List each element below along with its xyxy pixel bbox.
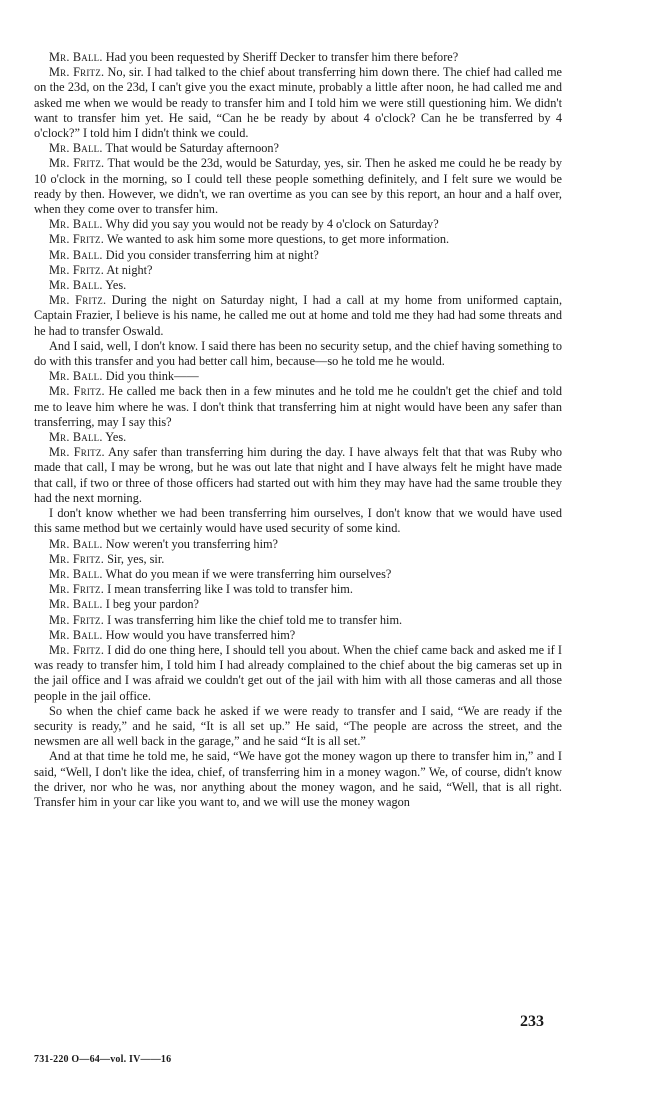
paragraph xyxy=(34,141,562,156)
paragraph xyxy=(34,552,562,567)
paragraph xyxy=(34,537,562,552)
paragraph-text: I did do one thing here, I should tell you about. When the chief came back and asked me if I was ready to transfer him, I told him I had already complained to the chief about the big cameras set up in the jail office and I was afraid we couldn't get out of the jail with him with all those cameras and all those people in the jail office. xyxy=(34,642,562,703)
speaker-label: Mr. Ball. xyxy=(49,597,103,612)
paragraph xyxy=(34,278,562,293)
speaker-label: Mr. Ball. xyxy=(49,369,103,384)
paragraph xyxy=(34,704,562,750)
speaker-label: Mr. Fritz. xyxy=(49,642,105,657)
paragraph-text: Now weren't you transferring him? xyxy=(105,536,279,551)
speaker-label: Mr. Fritz. xyxy=(49,582,104,597)
speaker-label: Mr. Ball. xyxy=(49,141,103,156)
paragraph-text: Yes. xyxy=(105,430,127,445)
speaker-label: Mr. Fritz. xyxy=(49,293,107,308)
paragraph-text: I don't know whether we had been transferring him ourselves, I don't know that we would have used this same method but we certainly would have used security of some kind. xyxy=(34,506,562,536)
paragraph xyxy=(34,339,562,369)
speaker-label: Mr. Ball. xyxy=(49,536,103,551)
print-code-footer: 731-220 O—64—vol. IV——16 xyxy=(34,1054,172,1065)
speaker-label: Mr. Fritz. xyxy=(49,156,105,171)
paragraph-text: I was transferring him like the chief told me to transfer him. xyxy=(107,612,403,627)
page-number: 233 xyxy=(520,1013,544,1030)
paragraph xyxy=(34,263,562,278)
speaker-label: Mr. Ball. xyxy=(49,627,103,642)
paragraph-text: And I said, well, I don't know. I said there has been no security setup, and the chief having something to do with this transfer and you had better call him, because—so he told me he would. xyxy=(34,338,562,369)
paragraph-text: How would you have transferred him? xyxy=(105,627,296,642)
paragraph-text: So when the chief came back he asked if we were ready to transfer and I said, “We are ready if the security is ready,” and he said, “It is all set up.” He said, “The people are across the street, and the newsmen are all well back in the garage,” and he said “It is all set.” xyxy=(34,703,562,749)
speaker-label: Mr. Fritz. xyxy=(49,65,105,80)
paragraph xyxy=(34,50,562,65)
paragraph xyxy=(34,749,562,810)
paragraph xyxy=(34,445,562,506)
paragraph-text: He called me back then in a few minutes and he told me he couldn't get the chief and told me to leave him where he was. I don't think that transferring him at night would have been any safer than transferring, may I say this? xyxy=(34,384,563,429)
paragraph-text: Yes. xyxy=(105,278,127,293)
speaker-label: Mr. Ball. xyxy=(49,430,103,445)
paragraph xyxy=(34,232,562,247)
paragraph xyxy=(34,248,562,263)
speaker-label: Mr. Fritz. xyxy=(49,232,104,247)
speaker-label: Mr. Ball. xyxy=(49,278,103,293)
paragraph-text: At night? xyxy=(106,262,153,277)
paragraph xyxy=(34,156,562,217)
paragraph-text: Sir, yes, sir. xyxy=(107,551,165,566)
paragraph-text: I mean transferring like I was told to transfer him. xyxy=(107,582,353,597)
paragraph-text: Did you think—— xyxy=(105,369,199,384)
speaker-label: Mr. Fritz. xyxy=(49,445,105,460)
speaker-label: Mr. Ball. xyxy=(49,566,103,581)
paragraph xyxy=(34,567,562,582)
paragraph-text: We wanted to ask him some more questions, to get more information. xyxy=(106,232,450,247)
speaker-label: Mr. Ball. xyxy=(49,247,103,262)
paragraph-text: During the night on Saturday night, I had a call at my home from uniformed captain, Captain Frazier, I believe is his name, he called me out at home and told me they had had some threats and he had to transfer Oswald. xyxy=(34,293,563,338)
speaker-label: Mr. Fritz. xyxy=(49,262,104,277)
paragraph-text: I beg your pardon? xyxy=(105,597,199,612)
speaker-label: Mr. Ball. xyxy=(49,50,103,64)
paragraph-text: Any safer than transferring him during the day. I have always felt that that was Ruby who made that call, I may be wrong, but he was out late that night and I have always felt he might have made that call, if two or three of those officers had started out with him they may have had the same trouble they had the next morning. xyxy=(34,445,562,505)
speaker-label: Mr. Fritz. xyxy=(49,384,105,399)
paragraph-text: That would be Saturday afternoon? xyxy=(105,141,279,156)
paragraph xyxy=(34,217,562,232)
speaker-label: Mr. Fritz. xyxy=(49,612,104,627)
speaker-label: Mr. Fritz. xyxy=(49,551,104,566)
paragraph-text: Why did you say you would not be ready by 4 o'clock on Saturday? xyxy=(105,217,439,232)
paragraph xyxy=(34,643,562,704)
paragraph-text: Had you been requested by Sheriff Decker to transfer him there before? xyxy=(105,50,459,64)
speaker-label: Mr. Ball. xyxy=(49,217,103,232)
paragraph-text: And at that time he told me, he said, “We have got the money wagon up there to transfer him in,” and I said, “Well, I don't like the idea, chief, of transferring him in a money wagon.” We, of course, didn't know the driver, nor who he was, nor anything about the money wagon, and he said, “Well, that is all right. Transfer him in your car like you want to, and we will use the money wagon xyxy=(34,749,562,809)
paragraph-text: That would be the 23d, would be Saturday, yes, sir. Then he asked me could he be ready by 10 o'clock in the morning, so I could tell these people something definitely, and I felt sure we would be ready by then. However, we didn't, we ran overtime as you can see by this report, an hour and a half over, when they come over to transfer him. xyxy=(34,156,562,217)
testimony-text xyxy=(34,50,562,810)
paragraph xyxy=(34,293,562,339)
paragraph xyxy=(34,369,562,384)
paragraph-text: What do you mean if we were transferring him ourselves? xyxy=(105,566,392,581)
paragraph-text: No, sir. I had talked to the chief about transferring him down there. The chief had called me on the 23d, on the 23d, I can't give you the exact minute, probably a little after noon, he had called me and asked me when we would be ready to transfer him and I told him we were still questioning him. We didn't want to transfer him yet. He said, “Can he be ready by about 4 o'clock? Can he be transferred by 4 o'clock?” I told him I didn't think we could. xyxy=(34,65,562,141)
paragraph xyxy=(34,65,562,141)
paragraph xyxy=(34,613,562,628)
paragraph xyxy=(34,597,562,612)
paragraph xyxy=(34,430,562,445)
paragraph xyxy=(34,582,562,597)
paragraph xyxy=(34,506,562,536)
paragraph xyxy=(34,384,562,430)
paragraph xyxy=(34,628,562,643)
paragraph-text: Did you consider transferring him at night? xyxy=(105,247,319,262)
